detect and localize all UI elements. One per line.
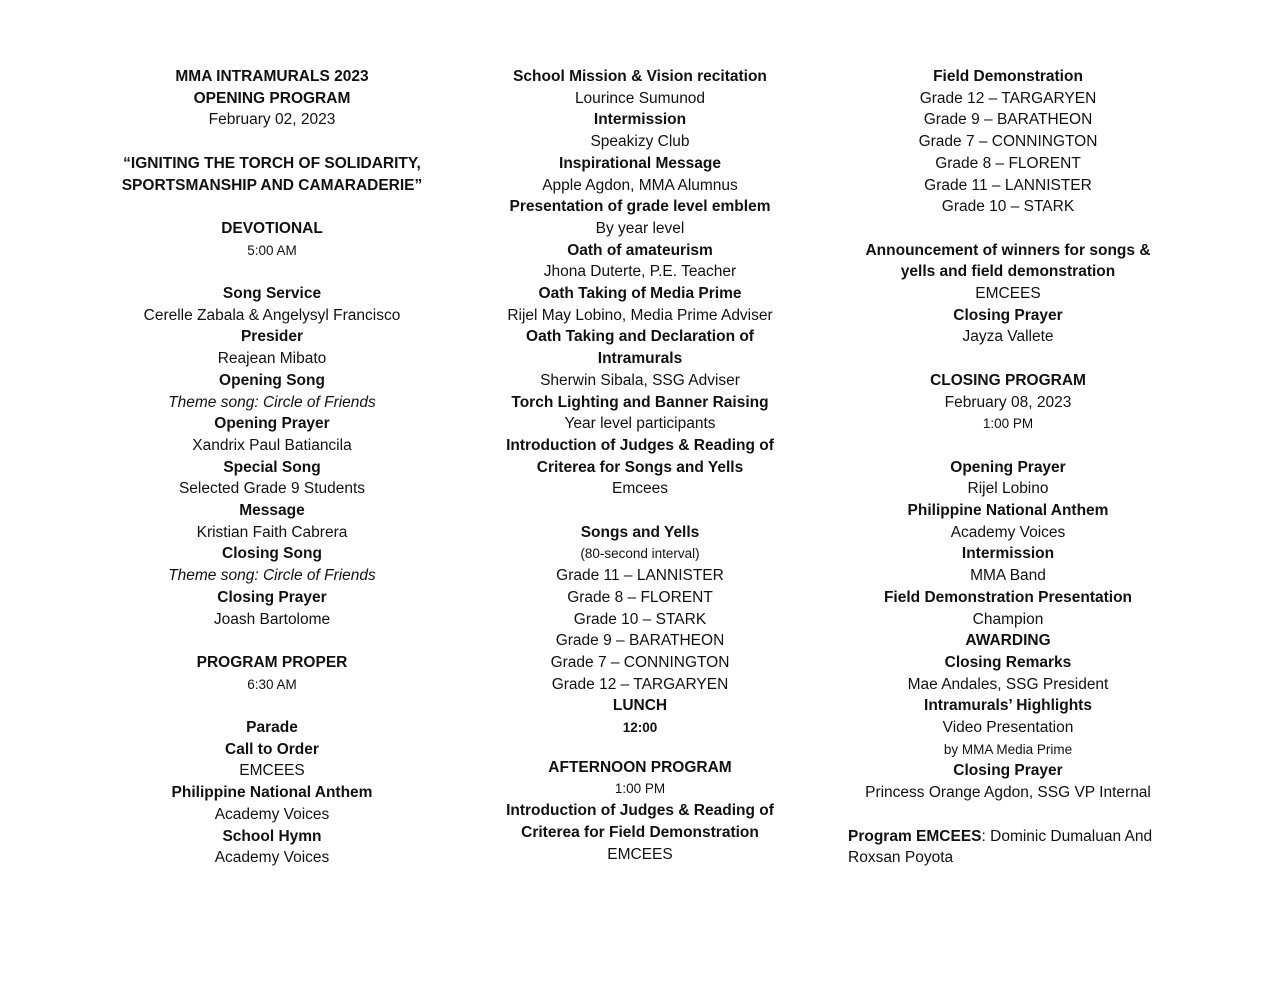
program-item-heading: Opening Prayer bbox=[950, 458, 1066, 476]
list-item: Grade 12 – TARGARYEN bbox=[551, 675, 729, 693]
opening-program-heading: OPENING PROGRAM bbox=[193, 89, 351, 107]
program-item-heading: School Hymn bbox=[222, 827, 322, 845]
program-item-heading: yells and field demonstration bbox=[900, 263, 1116, 281]
list-item: Grade 12 – TARGARYEN bbox=[919, 89, 1097, 107]
program-item-detail: By year level bbox=[595, 219, 685, 237]
program-item-detail: Lourince Sumunod bbox=[574, 89, 706, 107]
program-item-detail: Jayza Vallete bbox=[962, 328, 1054, 346]
program-item-detail: EMCEES bbox=[975, 285, 1041, 303]
program-emcees bbox=[848, 826, 1168, 869]
program-item-heading: Torch Lighting and Banner Raising bbox=[511, 393, 769, 411]
program-item-detail: Mae Andales, SSG President bbox=[907, 675, 1109, 693]
program-item-detail: Speakizy Club bbox=[590, 133, 690, 151]
list-item: Grade 11 – LANNISTER bbox=[556, 567, 724, 585]
opening-date: February 02, 2023 bbox=[208, 111, 336, 129]
program-item-detail: Sherwin Sibala, SSG Adviser bbox=[540, 371, 740, 389]
program-item-heading: Philippine National Anthem bbox=[171, 784, 373, 802]
program-emcees-names: : Dominic Dumaluan And Roxsan Poyota bbox=[848, 827, 1153, 867]
program-item-detail: EMCEES bbox=[239, 762, 305, 780]
program-item-heading: School Mission & Vision recitation bbox=[513, 68, 767, 85]
devotional-heading: DEVOTIONAL bbox=[221, 219, 323, 237]
program-item-heading: Closing Prayer bbox=[953, 306, 1063, 324]
lunch-time: 12:00 bbox=[622, 720, 658, 736]
theme-line-2: SPORTSMANSHIP AND CAMARADERIE” bbox=[121, 176, 423, 194]
program-item-heading: Intermission bbox=[961, 545, 1055, 563]
devotional-time: 5:00 AM bbox=[247, 242, 297, 258]
column-closing-program bbox=[848, 66, 1168, 869]
list-item: Grade 11 – LANNISTER bbox=[924, 176, 1092, 194]
program-item-detail: Cerelle Zabala & Angelysyl Francisco bbox=[143, 306, 401, 324]
program-item-heading: Criterea for Field Demonstration bbox=[521, 823, 759, 841]
songs-yells-heading: Songs and Yells bbox=[580, 523, 700, 541]
program-item-detail: MMA Band bbox=[970, 567, 1046, 585]
program-item-heading: Intramurals’ Highlights bbox=[924, 697, 1092, 715]
program-item-heading: Philippine National Anthem bbox=[907, 502, 1109, 520]
program-item-heading: Closing Prayer bbox=[217, 588, 327, 606]
column-program-proper-continued bbox=[480, 66, 800, 865]
program-item-heading: Announcement of winners for songs & bbox=[865, 241, 1151, 259]
list-item: Grade 10 – STARK bbox=[941, 198, 1075, 216]
program-proper-heading: PROGRAM PROPER bbox=[196, 653, 348, 671]
program-item-detail: Emcees bbox=[612, 480, 668, 498]
program-item-detail: Joash Bartolome bbox=[213, 610, 331, 628]
program-item-heading: Criterea for Songs and Yells bbox=[536, 458, 744, 476]
program-proper-time: 6:30 AM bbox=[247, 676, 297, 692]
program-item-heading: Opening Song bbox=[219, 371, 325, 389]
column-opening-program bbox=[112, 66, 432, 869]
program-item-heading: Intermission bbox=[593, 111, 687, 129]
program-item-heading: Message bbox=[239, 502, 305, 520]
program-item-detail: Video Presentation bbox=[942, 719, 1074, 737]
program-item-heading: Introduction of Judges & Reading of bbox=[506, 802, 774, 820]
program-item-detail: Xandrix Paul Batiancila bbox=[192, 436, 352, 454]
list-item: Grade 8 – FLORENT bbox=[567, 588, 713, 606]
program-item-detail: Selected Grade 9 Students bbox=[178, 480, 366, 498]
list-item: Grade 9 – BARATHEON bbox=[923, 111, 1093, 129]
program-item-heading: Presentation of grade level emblem bbox=[509, 198, 771, 216]
songs-yells-interval: (80-second interval) bbox=[580, 546, 700, 562]
program-item-heading: Field Demonstration Presentation bbox=[883, 588, 1133, 606]
program-item-detail: Champion bbox=[972, 610, 1044, 628]
program-item-heading: Song Service bbox=[222, 284, 322, 302]
lunch-heading: LUNCH bbox=[612, 697, 668, 715]
program-item-detail: Theme song: Circle of Friends bbox=[168, 393, 376, 411]
afternoon-program-time: 1:00 PM bbox=[614, 781, 666, 797]
program-item-detail: Kristian Faith Cabrera bbox=[196, 523, 348, 541]
list-item: Grade 8 – FLORENT bbox=[935, 154, 1081, 172]
program-item-detail: Apple Agdon, MMA Alumnus bbox=[542, 176, 738, 194]
program-item-detail: Year level participants bbox=[564, 415, 716, 433]
list-item: Grade 7 – CONNINGTON bbox=[918, 133, 1098, 151]
afternoon-program-heading: AFTERNOON PROGRAM bbox=[548, 758, 732, 776]
program-item-heading: Introduction of Judges & Reading of bbox=[506, 436, 774, 454]
program-item-detail: Princess Orange Agdon, SSG VP Internal bbox=[865, 784, 1151, 802]
parade-heading: Parade bbox=[246, 719, 298, 737]
program-item-heading: Oath of amateurism bbox=[567, 241, 713, 259]
list-item: Grade 7 – CONNINGTON bbox=[550, 653, 730, 671]
program-item-heading: Inspirational Message bbox=[559, 154, 721, 172]
list-item: Grade 9 – BARATHEON bbox=[555, 632, 725, 650]
program-item-detail: Academy Voices bbox=[214, 805, 330, 823]
program-item-detail: Jhona Duterte, P.E. Teacher bbox=[543, 263, 737, 281]
program-item-heading: Intramurals bbox=[597, 350, 683, 368]
closing-program-heading: CLOSING PROGRAM bbox=[930, 371, 1086, 389]
program-item-heading: Special Song bbox=[223, 458, 321, 476]
program-item-heading: Oath Taking of Media Prime bbox=[538, 285, 742, 303]
awarding-heading: AWARDING bbox=[965, 632, 1051, 650]
closing-time: 1:00 PM bbox=[982, 416, 1034, 432]
theme-line-1: “IGNITING THE TORCH OF SOLIDARITY, bbox=[123, 154, 421, 172]
document-title: MMA INTRAMURALS 2023 bbox=[175, 68, 369, 85]
field-demo-heading: Field Demonstration bbox=[933, 68, 1083, 85]
program-item-heading: Opening Prayer bbox=[214, 415, 330, 433]
program-item-heading: Presider bbox=[240, 328, 304, 346]
program-item-detail: Reajean Mibato bbox=[217, 350, 327, 368]
program-item-heading: Oath Taking and Declaration of bbox=[526, 328, 754, 346]
program-item-heading: Closing Remarks bbox=[944, 653, 1072, 671]
program-item-heading: Closing Song bbox=[222, 545, 322, 563]
program-item-heading: Call to Order bbox=[225, 740, 319, 758]
program-item-detail: Rijel Lobino bbox=[967, 480, 1049, 498]
program-item-detail: Academy Voices bbox=[950, 523, 1066, 541]
list-item: Grade 10 – STARK bbox=[573, 610, 707, 628]
program-item-detail: Theme song: Circle of Friends bbox=[168, 567, 376, 585]
program-item-credit: by MMA Media Prime bbox=[943, 741, 1073, 757]
program-item-detail: Rijel May Lobino, Media Prime Adviser bbox=[507, 306, 773, 324]
program-emcees-label: Program EMCEES bbox=[848, 827, 982, 845]
program-item-detail: Academy Voices bbox=[214, 849, 330, 867]
program-item-detail: EMCEES bbox=[607, 845, 673, 863]
closing-date: February 08, 2023 bbox=[944, 393, 1072, 411]
program-item-heading: Closing Prayer bbox=[953, 762, 1063, 780]
